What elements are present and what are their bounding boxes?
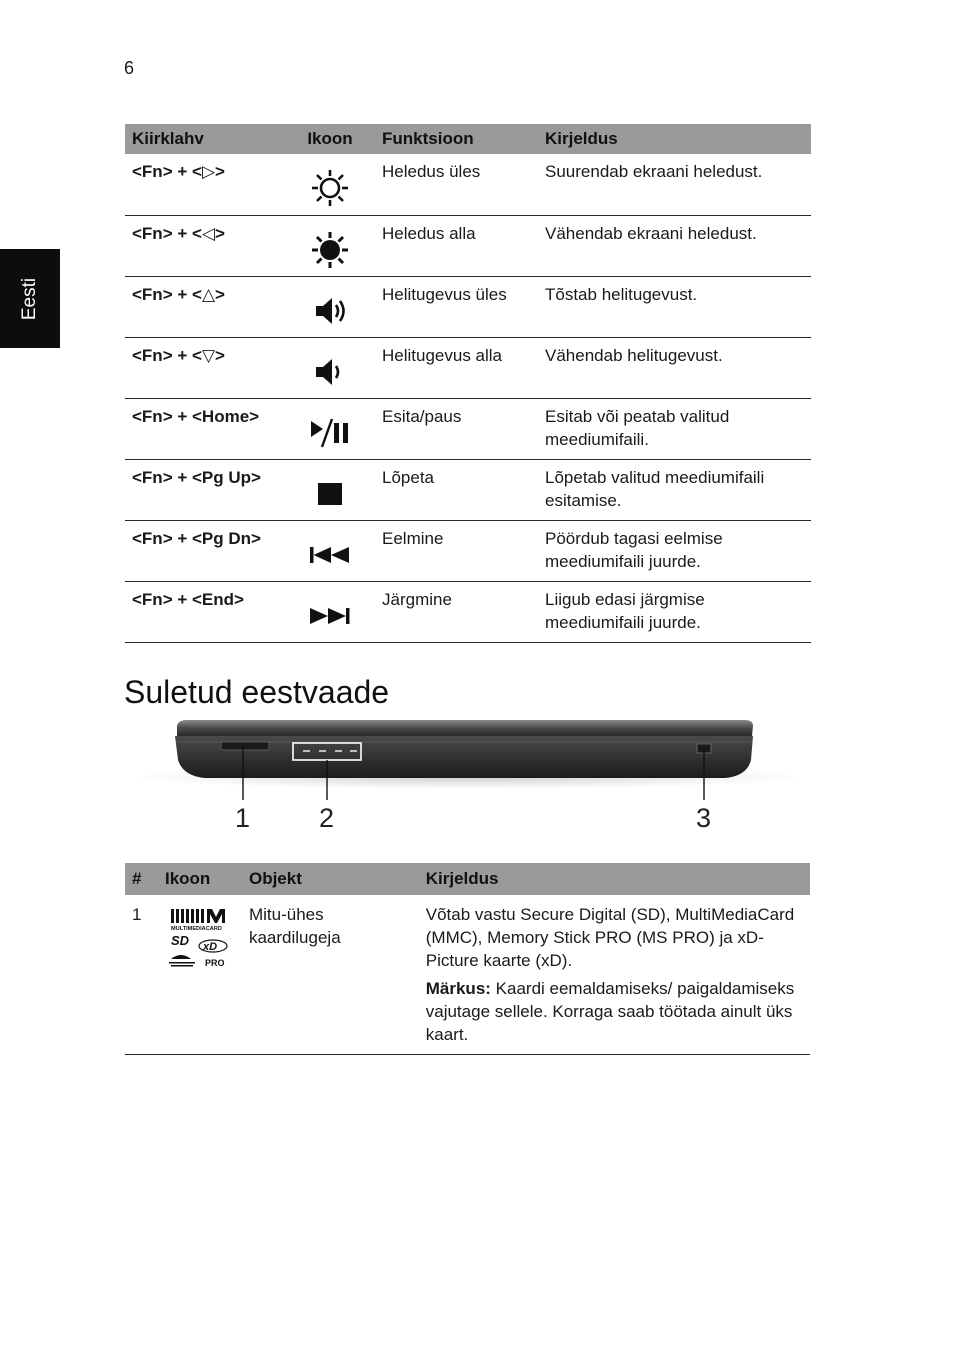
hotkey-cell: <Fn> + <Home> (125, 398, 285, 459)
laptop-lid (177, 720, 753, 736)
function-cell: Helitugevus üles (375, 276, 538, 337)
icon-cell (158, 895, 242, 1055)
icon-cell (285, 215, 375, 276)
description-cell: Esitab või peatab valitud meediumifaili. (538, 398, 811, 459)
description-cell: Lõpetab valitud meediumifaili esitamise. (538, 459, 811, 520)
hotkey-cell: <Fn> + <Pg Dn> (125, 520, 285, 581)
description-cell: Vähendab helitugevust. (538, 337, 811, 398)
table-row (125, 581, 811, 642)
brightness-down-icon (310, 230, 350, 270)
function-cell: Eelmine (375, 520, 538, 581)
function-cell: Helitugevus alla (375, 337, 538, 398)
header-object: Objekt (242, 863, 419, 895)
arrow-up-symbol: △ (201, 284, 216, 304)
table-row (125, 215, 811, 276)
hotkey-suffix: > (215, 345, 225, 365)
hotkey-text: <Fn> + < (132, 345, 202, 365)
front-view-table (125, 863, 810, 1055)
header-description: Kirjeldus (538, 124, 811, 154)
brightness-up-icon (310, 168, 350, 208)
function-cell: Heledus üles (375, 154, 538, 215)
hotkey-table (125, 124, 811, 643)
hotkey-text: <Fn> + < (132, 162, 202, 181)
svg-text:PRO: PRO (204, 958, 225, 968)
previous-track-icon (307, 539, 353, 571)
number-cell: 1 (125, 895, 158, 1055)
note-text: Kaardi eemaldamiseks/ paigaldamiseks vajutage sellele. Korraga saab töötada ainult üks kaart. (425, 979, 795, 1044)
description-text: Võtab vastu Secure Digital (SD), MultiMediaCard (MMC), Memory Stick PRO (MS PRO) ja xD-Picture kaarte (xD). (425, 905, 795, 970)
section-title: Suletud eestvaade (124, 674, 390, 710)
header-number: # (125, 863, 158, 895)
hotkey-suffix: > (215, 284, 225, 304)
volume-up-icon (310, 291, 350, 331)
table-row (125, 459, 811, 520)
hotkey-text: <Fn> + < (132, 284, 202, 304)
function-cell: Heledus alla (375, 215, 538, 276)
next-track-icon (307, 600, 353, 632)
callout-number-2: 2 (319, 803, 335, 833)
volume-down-icon (310, 352, 350, 392)
svg-text:MULTIMEDIACARD: MULTIMEDIACARD (170, 926, 222, 932)
table-row (125, 154, 811, 215)
note-paragraph (426, 977, 803, 1046)
description-cell (419, 895, 810, 1055)
header-icon: Ikoon (285, 124, 375, 154)
table-row (125, 337, 811, 398)
front-view-table-header (125, 863, 810, 895)
description-cell: Tõstab helitugevust. (538, 276, 811, 337)
arrow-left-symbol: ◁ (201, 223, 216, 243)
description-cell: Liigub edasi järgmise meediumifaili juurde. (538, 581, 811, 642)
object-cell: Mitu-ühes kaardilugeja (242, 895, 419, 1055)
icon-cell (285, 276, 375, 337)
function-cell: Lõpeta (375, 459, 538, 520)
hotkey-text: <Fn> + < (132, 223, 202, 243)
arrow-down-symbol: ▽ (201, 345, 216, 365)
hotkey-cell: <Fn> + <Pg Up> (125, 459, 285, 520)
page-number: 6 (124, 58, 135, 78)
stop-icon (310, 476, 350, 512)
hotkey-cell (125, 337, 285, 398)
language-tab-label: Eesti (19, 277, 40, 320)
table-row (125, 520, 811, 581)
callout-number-3: 3 (696, 803, 712, 833)
icon-cell (285, 337, 375, 398)
header-hotkey: Kiirklahv (125, 124, 285, 154)
note-label: Märkus: (425, 979, 491, 998)
icon-cell (285, 581, 375, 642)
table-row (125, 895, 810, 1055)
hotkey-cell (125, 215, 285, 276)
description-cell: Suurendab ekraani heledust. (538, 154, 811, 215)
function-cell: Järgmine (375, 581, 538, 642)
hotkey-table-header (125, 124, 811, 154)
header-description: Kirjeldus (419, 863, 810, 895)
hotkey-cell: <Fn> + <End> (125, 581, 285, 642)
icon-cell (285, 154, 375, 215)
card-reader-logos-icon (165, 907, 235, 973)
hotkey-cell (125, 276, 285, 337)
callout-number-1: 1 (235, 803, 251, 833)
description-cell: Vähendab ekraani heledust. (538, 215, 811, 276)
icon-cell (285, 398, 375, 459)
header-icon: Ikoon (158, 863, 242, 895)
function-cell: Esita/paus (375, 398, 538, 459)
play-pause-icon (308, 415, 352, 451)
card-reader-slot (221, 742, 269, 750)
hotkey-suffix: > (215, 162, 225, 181)
table-row (125, 276, 811, 337)
table-row (125, 398, 811, 459)
language-tab (0, 249, 60, 348)
hotkey-cell (125, 154, 285, 215)
hotkey-suffix: > (215, 223, 225, 243)
svg-text:SD: SD (170, 933, 190, 948)
svg-text:xD: xD (202, 941, 218, 953)
arrow-right-symbol: ▷ (201, 162, 216, 181)
header-function: Funktsioon (375, 124, 538, 154)
icon-cell (285, 520, 375, 581)
description-cell: Pöördub tagasi eelmise meediumifaili juurde. (538, 520, 811, 581)
icon-cell (285, 459, 375, 520)
